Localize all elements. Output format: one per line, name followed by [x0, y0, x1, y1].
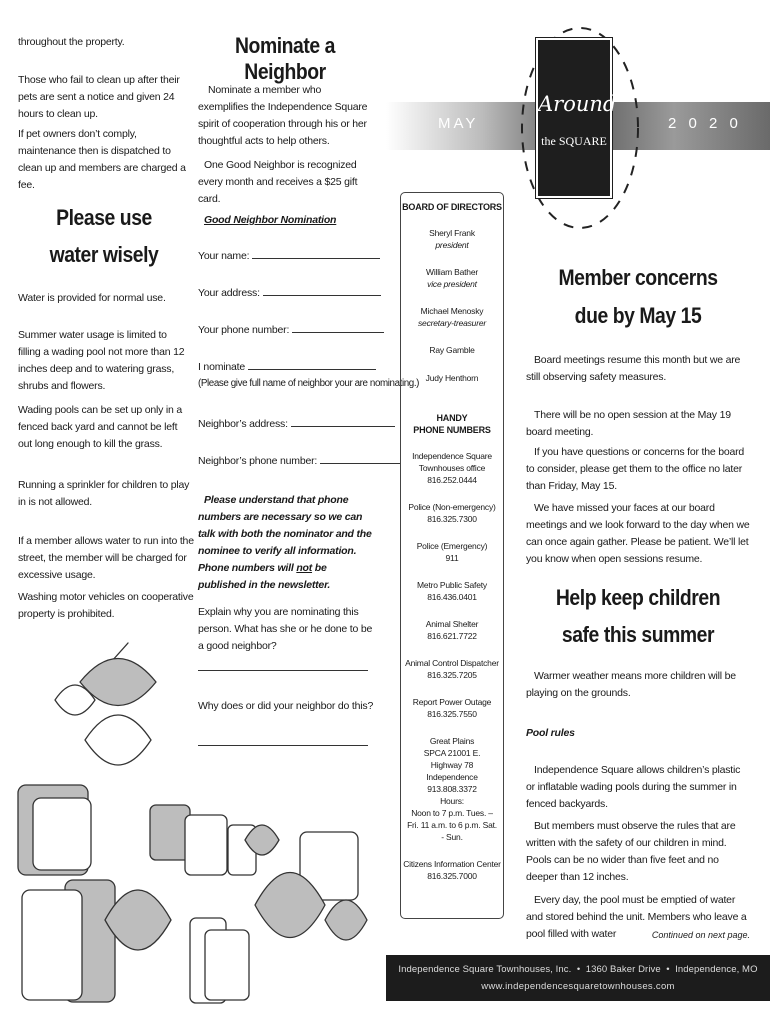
your-address-field[interactable]	[263, 295, 381, 296]
phone-number: 816.325.7000	[427, 871, 477, 881]
logo-around: Around	[538, 92, 617, 116]
logo-the-square: the SQUARE	[541, 134, 607, 148]
concerns-paragraph-4: We have missed your faces at our board meetings and we look forward to the day when we can once again gather. Please be patient. We’ll let you know when open sessions resume.	[526, 502, 750, 565]
phone-note	[198, 492, 376, 594]
phone-label: Police (Emergency)	[416, 541, 488, 551]
neighbor-phone-field[interactable]	[320, 463, 400, 464]
footer-bar	[386, 955, 770, 1001]
explain-prompt: Explain why you are nominating this person. What has she or he done to be a good neighbor?	[198, 606, 373, 652]
form-title: Good Neighbor Nomination	[204, 214, 337, 226]
neighbor-address-row	[198, 418, 395, 430]
phone-note-not: not	[296, 562, 313, 574]
neighbor-phone-label: Neighbor’s phone number:	[198, 455, 318, 467]
member-name: William Bather	[426, 267, 478, 277]
phone-label: Animal Shelter	[425, 619, 479, 629]
your-phone-field[interactable]	[292, 332, 384, 333]
phone-label: Police (Non-emergency)	[408, 502, 496, 512]
neighbor-address-label: Neighbor’s address:	[198, 418, 288, 430]
your-name-row	[198, 250, 380, 262]
phone-label: Animal Control Dispatcher	[405, 658, 499, 668]
water-paragraph-2: Summer water usage is limited to filling a wading pool not more than 12 inches deep and to watering grass, shrubs and flowers.	[18, 329, 185, 392]
children-heading-1: Help keep children	[555, 585, 721, 610]
phone-label: Metro Public Safety	[417, 580, 487, 590]
footer-address: Independence Square Townhouses, Inc. • 1360 Baker Drive • Independence, MO	[398, 964, 758, 975]
board-member-2	[401, 266, 503, 290]
phone-entry	[401, 858, 503, 882]
nominee-name-field[interactable]	[248, 369, 376, 370]
decorative-diamond-pattern	[0, 640, 380, 1020]
phones-title-1: HANDY	[436, 413, 468, 423]
concerns-paragraph-2: There will be no open session at the May 19 board meeting.	[526, 409, 731, 438]
member-name: Judy Henthorn	[425, 373, 479, 383]
neighbor-phone-row	[198, 455, 400, 467]
phone-note-a: Please understand that phone numbers are necessary so we can talk with both the nominator and the nominee to verify all information. Phone numbers will	[198, 494, 372, 574]
pool-paragraph-2: But members must observe the rules that are written with the safety of our children in mind. Pools can be no wider than five feet and no deeper than 12 inches.	[526, 820, 736, 883]
phone-number: 816.325.7550	[427, 709, 477, 719]
phone-number: 913.808.3372	[427, 784, 477, 794]
i-nominate-row	[198, 361, 376, 373]
member-role: vice president	[427, 279, 477, 289]
i-nominate-label: I nominate	[198, 361, 246, 373]
your-address-label: Your address:	[198, 287, 260, 299]
spca-hours-label: Hours:	[440, 796, 464, 806]
phone-number: 816.325.7300	[427, 514, 477, 524]
water-paragraph-1: Water is provided for normal use.	[18, 292, 166, 304]
phone-label: Great Plains SPCA 21001 E. Highway 78 Independence	[423, 736, 481, 782]
phone-label: Report Power Outage	[412, 697, 492, 707]
pool-paragraph-1: Independence Square allows children’s plastic or inflatable wading pools during the summer in fenced backyards.	[526, 764, 741, 810]
phone-entry	[401, 696, 503, 720]
children-heading-2: safe this summer	[561, 622, 715, 647]
water-paragraph-3: Wading pools can be set up only in a fenced back yard and cannot be left out long enough to kill the grass.	[18, 404, 183, 450]
phone-number: 816.325.7205	[427, 670, 477, 680]
member-role: secretary-treasurer	[418, 318, 486, 328]
your-address-row	[198, 287, 381, 299]
member-name: Michael Menosky	[420, 306, 484, 316]
children-paragraph-1: Warmer weather means more children will be playing on the grounds.	[526, 670, 736, 699]
banner-month: MAY	[438, 115, 479, 132]
phone-number: 816.621.7722	[427, 631, 477, 641]
board-member-1	[401, 227, 503, 251]
phone-label: Independence Square Townhouses office	[412, 451, 492, 473]
your-name-label: Your name:	[198, 250, 250, 262]
concerns-paragraph-3: If you have questions or concerns for the board to consider, please get them to the office no later than Friday, May 15.	[526, 446, 745, 492]
your-phone-row	[198, 324, 384, 336]
board-title: BOARD OF DIRECTORS	[402, 202, 502, 212]
pool-rules-subheading: Pool rules	[526, 727, 575, 739]
why-prompt: Why does or did your neighbor do this?	[198, 700, 374, 712]
phone-label: Citizens Information Center	[403, 859, 501, 869]
spca-hours: Noon to 7 p.m. Tues. – Fri. 11 a.m. to 6 p.m. Sat. - Sun.	[407, 808, 497, 842]
member-role: president	[435, 240, 469, 250]
water-paragraph-4: Running a sprinkler for children to play in is not allowed.	[18, 479, 190, 508]
concerns-heading-1: Member concerns	[558, 265, 718, 290]
pet-paragraph-1: Those who fail to clean up after their pets are sent a notice and given 24 hours to clean up.	[18, 74, 180, 120]
continued-note: Continued on next page.	[651, 930, 750, 940]
phone-entry	[401, 450, 503, 486]
why-answer-field[interactable]	[198, 745, 368, 746]
pet-intro: throughout the property.	[18, 36, 125, 48]
banner-year: 2 0 2 0	[668, 115, 742, 132]
pool-paragraph-3: Every day, the pool must be emptied of water and stored behind the unit. Members who leave a pool filled with water	[526, 894, 747, 940]
nominate-paragraph-2: One Good Neighbor is recognized every month and receives a $25 gift card.	[198, 159, 358, 205]
your-phone-label: Your phone number:	[198, 324, 290, 336]
water-heading-1: Please use	[56, 205, 152, 230]
footer-url[interactable]: www.independencesquaretownhouses.com	[481, 981, 675, 992]
phone-note-b: be published in the newsletter.	[198, 562, 331, 591]
board-member-4	[401, 344, 503, 356]
water-paragraph-6: Washing motor vehicles on cooperative property is prohibited.	[18, 591, 194, 620]
concerns-heading-2: due by May 15	[574, 303, 702, 328]
nominate-paragraph-1: Nominate a member who exemplifies the Independence Square spirit of cooperation through his or her thoughtful acts to help others.	[198, 84, 368, 147]
phone-entry	[401, 579, 503, 603]
board-directory-box	[400, 192, 504, 919]
phone-number: 911	[445, 553, 459, 563]
phone-entry-spca	[401, 735, 503, 843]
phone-number: 816.436.0401	[427, 592, 477, 602]
phone-entry	[401, 657, 503, 681]
phone-entry	[401, 618, 503, 642]
explain-answer-field[interactable]	[198, 670, 368, 671]
logo-box	[536, 38, 617, 198]
your-name-field[interactable]	[252, 258, 380, 259]
pet-paragraph-2: If pet owners don’t comply, maintenance then is dispatched to clean up and members are charged a fee.	[18, 128, 186, 191]
member-name: Ray Gamble	[429, 345, 475, 355]
phones-title-2: PHONE NUMBERS	[413, 425, 491, 435]
nominate-heading: Nominate a Neighbor	[235, 33, 335, 84]
full-name-note: (Please give full name of neighbor your are nominating.)	[198, 378, 420, 389]
water-paragraph-5: If a member allows water to run into the street, the member will be charged for excessive usage.	[18, 535, 194, 581]
phone-entry	[401, 540, 503, 564]
phone-entry	[401, 501, 503, 525]
board-member-3	[401, 305, 503, 329]
board-member-5	[401, 372, 503, 384]
phone-number: 816.252.0444	[427, 475, 477, 485]
water-heading-2: water wisely	[49, 242, 159, 267]
concerns-paragraph-1: Board meetings resume this month but we are still observing safety measures.	[526, 354, 741, 383]
member-name: Sheryl Frank	[429, 228, 475, 238]
neighbor-address-field[interactable]	[291, 426, 395, 427]
